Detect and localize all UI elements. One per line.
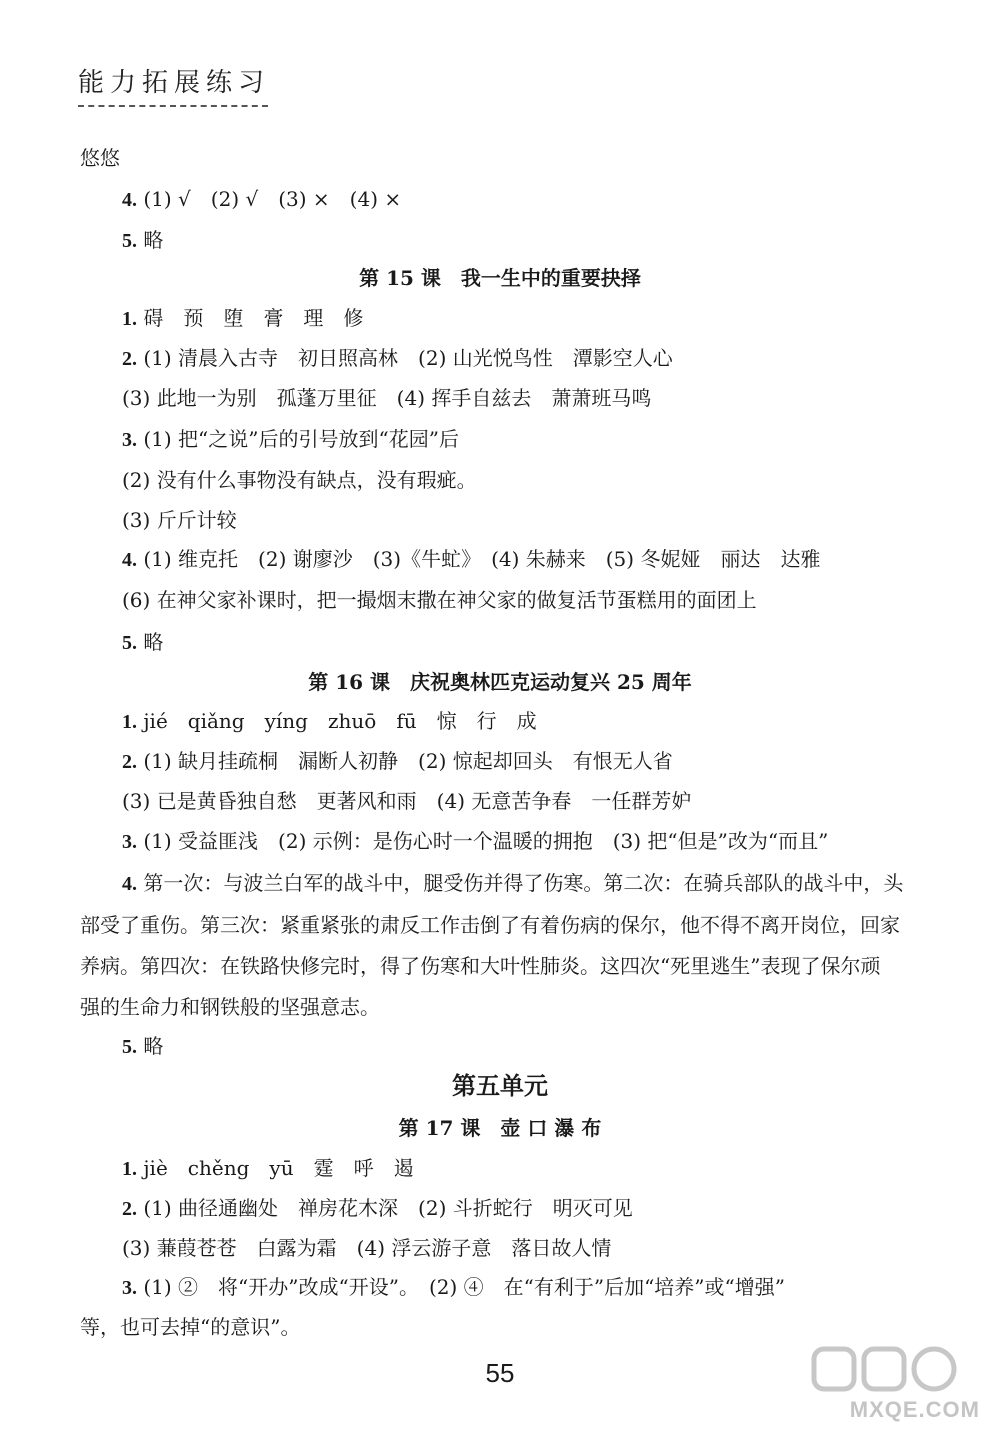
answer-line: 悠悠 — [80, 146, 120, 170]
unit-5-heading: 第五单元 — [452, 1071, 548, 1100]
answer-line — [122, 545, 820, 574]
answer-text: (1) 曲径通幽处 禅房花木深 (2) 斗折蛇行 明灭可见 — [143, 1196, 633, 1220]
question-number: 3. — [122, 429, 137, 451]
answer-line: (6) 在神父家补课时，把一撮烟末撒在神父家的做复活节蛋糕用的面团上 — [122, 588, 757, 612]
answer-line — [122, 185, 401, 214]
answer-line: (3) 斤斤计较 — [122, 508, 237, 532]
question-number: 5. — [122, 632, 137, 654]
question-number: 5. — [122, 1036, 137, 1058]
answer-text: (1) 清晨入古寺 初日照高林 (2) 山光悦鸟性 潭影空人心 — [143, 346, 673, 370]
question-number: 4. — [122, 873, 137, 895]
answer-text: (1) 缺月挂疏桐 漏断人初静 (2) 惊起却回头 有恨无人省 — [143, 749, 673, 773]
answer-text: 略 — [143, 1034, 164, 1058]
answer-text: 略 — [143, 228, 164, 252]
answer-line — [122, 827, 828, 856]
answer-text: (1) 把“之说”后的引号放到“花园”后 — [143, 427, 459, 451]
header-dashed-underline — [78, 105, 268, 107]
question-number: 1. — [122, 711, 137, 733]
answer-line: (2) 没有什么事物没有缺点，没有瑕疵。 — [122, 468, 477, 492]
question-number: 4. — [122, 189, 137, 211]
answer-line — [122, 1032, 163, 1061]
answer-text: jiè chěng yū 霆 呼 遏 — [143, 1156, 414, 1180]
question-number: 2. — [122, 1198, 137, 1220]
answer-text: (1) √ (2) √ (3) × (4) × — [143, 187, 402, 211]
lesson-15-heading: 第 15 课 我一生中的重要抉择 — [359, 266, 641, 290]
answer-line — [122, 869, 903, 898]
answer-line: 等，也可去掉“的意识”。 — [80, 1315, 301, 1339]
watermark-logo-icon — [810, 1343, 960, 1395]
lesson-16-heading: 第 16 课 庆祝奥林匹克运动复兴 25 周年 — [308, 670, 692, 694]
answer-text: 第一次：与波兰白军的战斗中，腿受伤并得了伤寒。第二次：在骑兵部队的战斗中，头 — [143, 871, 904, 895]
answer-line — [122, 747, 673, 776]
answer-line — [122, 425, 459, 454]
question-number: 1. — [122, 1158, 137, 1180]
lesson-17-heading: 第 17 课 壶 口 瀑 布 — [398, 1116, 602, 1140]
question-number: 3. — [122, 831, 137, 853]
answer-line: 部受了重伤。第三次：紧重紧张的肃反工作击倒了有着伤病的保尔，他不得不离开岗位，回家 — [80, 913, 900, 937]
answer-line — [122, 1194, 633, 1223]
answer-text: (1) 维克托 (2) 谢廖沙 (3)《牛虻》 (4) 朱赫来 (5) 冬妮娅 丽达 达雅 — [143, 547, 821, 571]
answer-line — [122, 226, 163, 255]
watermark-text: MXQE.COM — [849, 1397, 980, 1422]
answer-line — [122, 707, 537, 736]
question-number: 1. — [122, 308, 137, 330]
answer-line: (3) 蒹葭苍苍 白露为霜 (4) 浮云游子意 落日故人情 — [122, 1236, 612, 1260]
answer-text: 略 — [143, 630, 164, 654]
answer-line — [122, 1273, 785, 1302]
answer-line — [122, 304, 363, 333]
answer-line — [122, 628, 163, 657]
question-number: 4. — [122, 549, 137, 571]
answer-text: (1) ② 将“开办”改成“开设”。 (2) ④ 在“有利于”后加“培养”或“增强” — [143, 1275, 785, 1299]
watermark-logo — [790, 1343, 980, 1423]
page-number: 55 — [485, 1358, 515, 1388]
question-number: 5. — [122, 230, 137, 252]
question-number: 3. — [122, 1277, 137, 1299]
answer-line — [122, 1154, 414, 1183]
answer-text: (1) 受益匪浅 (2) 示例：是伤心时一个温暖的拥抱 (3) 把“但是”改为“而且” — [143, 829, 829, 853]
answer-text: 碍 预 堕 膏 理 修 — [143, 306, 364, 330]
page-header — [78, 62, 270, 107]
answer-line: 强的生命力和钢铁般的坚强意志。 — [80, 995, 380, 1019]
question-number: 2. — [122, 751, 137, 773]
answer-line: (3) 已是黄昏独自愁 更著风和雨 (4) 无意苦争春 一任群芳妒 — [122, 789, 692, 813]
answer-line: 养病。第四次：在铁路快修完时，得了伤寒和大叶性肺炎。这四次“死里逃生”表现了保尔顽 — [80, 954, 881, 978]
answer-line — [122, 344, 673, 373]
header-title: 能力拓展练习 — [78, 68, 271, 98]
answer-line: (3) 此地一为别 孤蓬万里征 (4) 挥手自兹去 萧萧班马鸣 — [122, 386, 652, 410]
answer-text: jié qiǎng yíng zhuō fū 惊 行 成 — [143, 709, 537, 733]
question-number: 2. — [122, 348, 137, 370]
